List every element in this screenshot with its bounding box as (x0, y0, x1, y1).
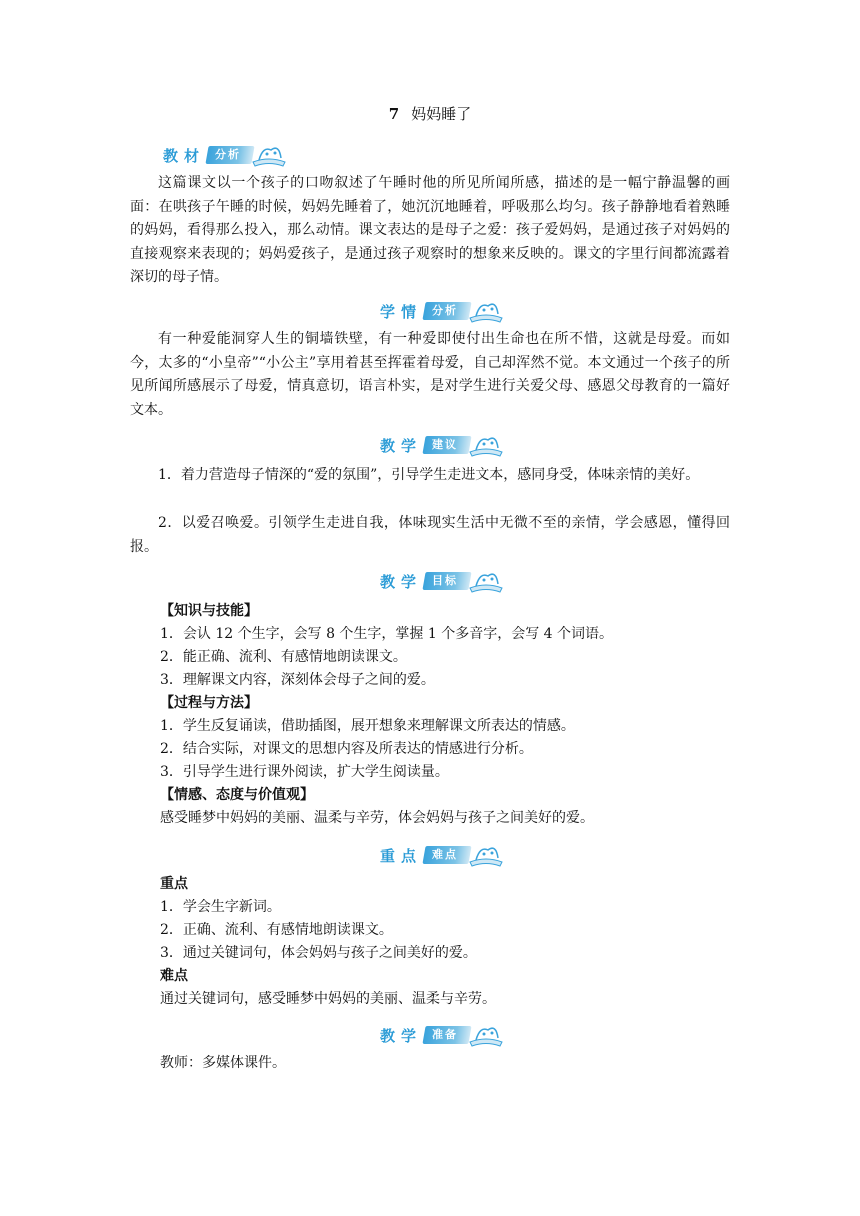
goals-group2-title: 【过程与方法】 (160, 695, 258, 711)
lesson-number: 7 (388, 105, 400, 123)
section-header-analysis (163, 142, 289, 168)
goals-group1-item: 3．理解课文内容，深刻体会母子之间的爱。 (160, 672, 435, 688)
header-main-text: 教材 (163, 146, 206, 165)
goals-group1-item: 1．会认 12 个生字，会写 8 个生字，掌握 1 个多音字，会写 4 个词语。 (160, 626, 614, 642)
suggestion-item-1: 1．着力营造母子情深的“爱的氛围”，引导学生走进文本，感同身受，体味亲情的美好。 (158, 467, 700, 483)
prep-text: 教师：多媒体课件。 (160, 1055, 286, 1071)
difficulty-title: 难点 (160, 968, 188, 984)
goals-group3-title: 【情感、态度与价值观】 (160, 787, 314, 803)
key-item: 3．通过关键词句，体会妈妈与孩子之间美好的爱。 (160, 945, 477, 961)
header-main-text: 教学 (380, 1026, 423, 1045)
book-doodle-icon (466, 568, 506, 594)
header-main-text: 教学 (380, 436, 423, 455)
header-tag: 分析 (422, 302, 471, 320)
section-header-prep (380, 1022, 506, 1048)
book-doodle-icon (466, 842, 506, 868)
lesson-title (0, 103, 860, 125)
students-paragraph: 有一种爱能洞穿人生的铜墙铁壁，有一种爱即使付出生命也在所不惜，这就是母爱。而如今，太多的“小皇帝”“小公主”享用着甚至挥霍着母爱，自己却浑然不觉。本文通过一个孩子的所见所闻所感展示了母爱，情真意切，语言朴实，是对学生进行关爱父母、感恩父母教育的一篇好文本。 (130, 331, 730, 418)
section-header-students (380, 298, 506, 324)
goals-group3-item: 感受睡梦中妈妈的美丽、温柔与辛劳，体会妈妈与孩子之间美好的爱。 (160, 810, 594, 826)
header-main-text: 重点 (380, 846, 423, 865)
suggestion-item-2: 2．以爱召唤爱。引领学生走进自我，体味现实生活中无微不至的亲情，学会感恩，懂得回报。 (130, 515, 730, 555)
header-tag: 分析 (205, 146, 254, 164)
goals-group1-title: 【知识与技能】 (160, 603, 258, 619)
book-doodle-icon (466, 1022, 506, 1048)
book-doodle-icon (249, 142, 289, 168)
header-tag: 目标 (422, 572, 471, 590)
key-title: 重点 (160, 876, 188, 892)
header-tag: 难点 (422, 846, 471, 864)
key-item: 2．正确、流利、有感情地朗读课文。 (160, 922, 393, 938)
lesson-name: 妈妈睡了 (411, 105, 472, 123)
goals-group2-item: 2．结合实际，对课文的思想内容及所表达的情感进行分析。 (160, 741, 533, 757)
header-tag: 建议 (422, 436, 471, 454)
section-header-suggestions (380, 432, 506, 458)
section-header-keypoints (380, 842, 506, 868)
header-tag: 准备 (422, 1026, 471, 1044)
key-item: 1．学会生字新词。 (160, 899, 281, 915)
analysis-paragraph: 这篇课文以一个孩子的口吻叙述了午睡时他的所见所闻所感，描述的是一幅宁静温馨的画面：在哄孩子午睡的时候，妈妈先睡着了，她沉沉地睡着，呼吸那么均匀。孩子静静地看着熟睡的妈妈，看得那么投入，那么动情。课文表达的是母子之爱：孩子爱妈妈，是通过孩子对妈妈的直接观察来表现的；妈妈爱孩子，是通过孩子观察时的想象来反映的。课文的字里行间都流露着深切的母子情。 (130, 175, 730, 285)
goals-group1-item: 2．能正确、流利、有感情地朗读课文。 (160, 649, 407, 665)
book-doodle-icon (466, 298, 506, 324)
goals-group2-item: 1．学生反复诵读，借助插图，展开想象来理解课文所表达的情感。 (160, 718, 575, 734)
header-main-text: 学情 (380, 302, 423, 321)
difficulty-text: 通过关键词句，感受睡梦中妈妈的美丽、温柔与辛劳。 (160, 991, 496, 1007)
book-doodle-icon (466, 432, 506, 458)
header-main-text: 教学 (380, 572, 423, 591)
goals-group2-item: 3．引导学生进行课外阅读，扩大学生阅读量。 (160, 764, 449, 780)
section-header-goals (380, 568, 506, 594)
